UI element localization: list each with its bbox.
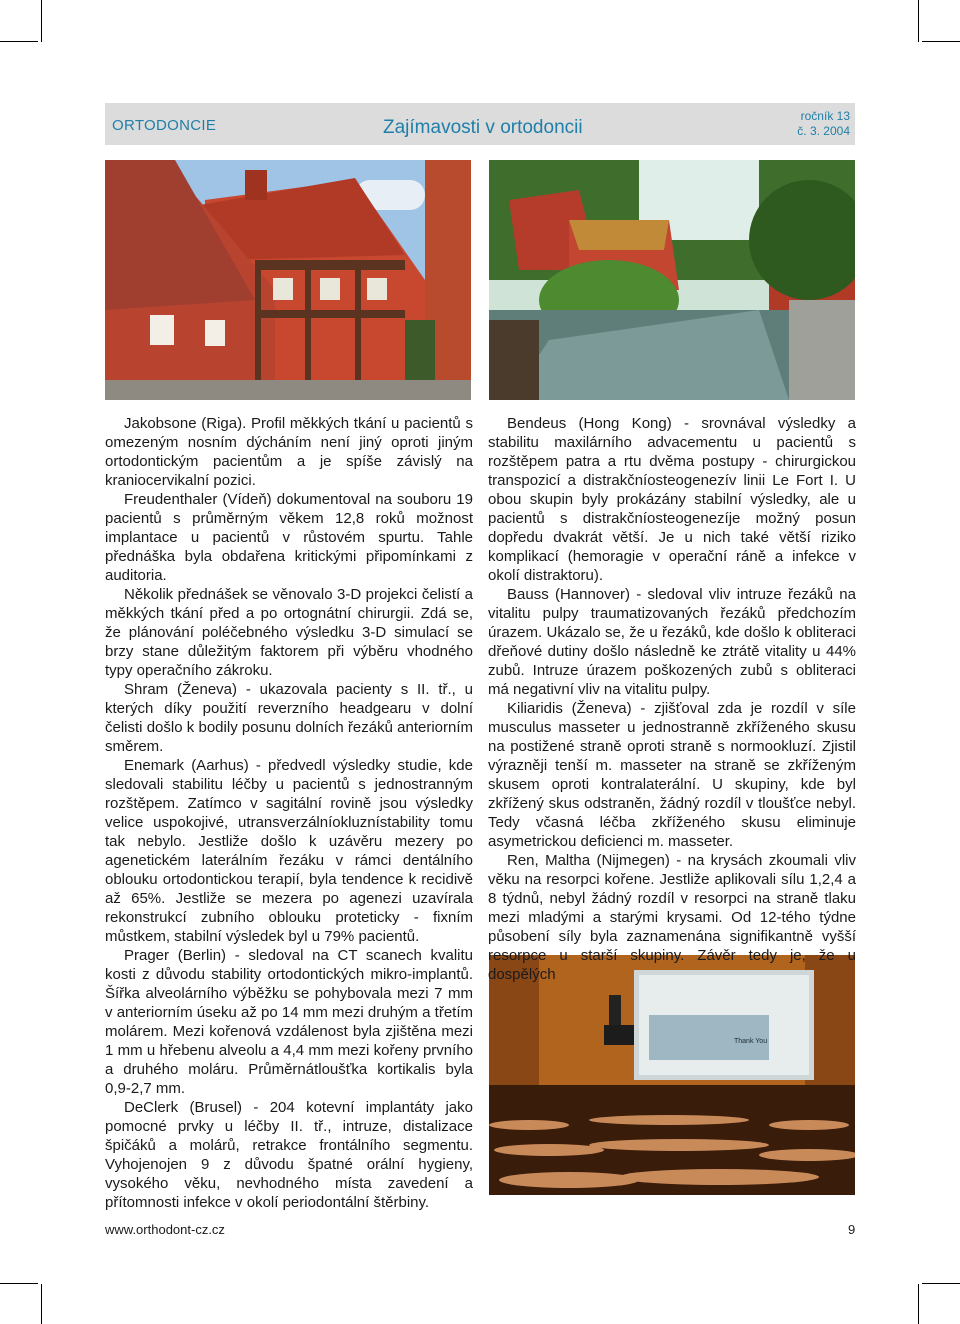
red-timbered-houses-photo [105,160,471,400]
crop-mark [922,41,960,42]
crop-mark [41,1284,42,1324]
page-number: 9 [848,1222,856,1237]
crop-mark [0,41,38,42]
lecture-hall-photo [489,955,855,1195]
crop-mark [918,1284,919,1324]
issue-info [797,109,850,139]
crop-mark [41,0,42,42]
paragraph: Freudenthaler (Vídeň) dokumentoval na souboru 19 pacientů s průměrným věkem 12,8 roků možnost implantace u pacientů v růstovém spurtu. Tahle přednáška byla obdařena kritickými připomínkami z auditoria. [105,491,473,584]
paragraph: Enemark (Aarhus) - předvedl výsledky studie, kde sledovali stabilitu léčby u pacientů s jednostranným rozštěpem. Zatímco v sagitální rovině jsou výsledky velice uspokojivé, utransverzálníokluznístability tomu tak nebylo. Jestliže došlo k uzávěru mezery po agenetickém laterálním řezáku v rámci dentálního oblouku ortodontickou terapií, byla tendence k recidivě až 65%. Jestliže se mezera po agenezi uzavírala rekonstrukcí zubního oblouku proteticky - fixním můstkem, stabilní výsledek byl u 79% pacientů. [105,757,473,945]
left-text-column [105,414,473,1212]
slide-text: Thank You [734,1038,768,1045]
paragraph: Kiliaridis (Ženeva) - zjišťoval zda je rozdíl v síle musculus masseter u jednostranně zkříženého skusu na postižené straně oproti straně s normookluzí. Zjistil výrazněji tenší m. masseter na straně se zkříženým skusem oproti kontralaterální. U skupiny, kde byl zkřížený skus odstraněn, žádný rozdíl v tloušťce nebyl. Tedy včasná léčba zkříženého skusu eliminuje asymetrickou deficienci m. masseter. [488,700,856,850]
page-header [105,103,855,145]
paragraph: Prager (Berlin) - sledoval na CT scanech kvalitu kosti z důvodu stability ortodontických mikro-implantů. Šířka alveolárního výběžku se pohybovala mezi 7 mm v anteriorním úseku až po 14 mm mezi druhým a třetím molárem. Mezi kořenová vzdálenost byla zjištěna mezi 1 mm u hřebenu alveolu a 4,4 mm mezi kořeny prvního a druhého moláru. Průměrnátloušťka kortikalis byla 0,9-2,7 mm. [105,947,473,1097]
footer-url: www.orthodont-cz.cz [105,1222,225,1237]
page-title: Zajímavosti v ortodoncii [383,117,583,138]
paragraph: Několik přednášek se věnovalo 3-D projekci čelistí a měkkých tkání před a po ortognátní chirurgii. Zdá se, že plánování poléčebného výsledku 3-D simulací se brzy stane důležitým faktorem při výběru vhodného typy operačního zákroku. [105,586,473,679]
canal-houses-photo [489,160,855,400]
volume-label: ročník 13 [800,109,850,123]
paragraph: Ren, Maltha (Nijmegen) - na krysách zkoumali vliv věku na resorpci kořene. Jestliže aplikovali sílu 1,2,4 a 8 týdnů, nebyl žádný rozdíl v resorpci na straně tlaku mezi mladými a starými krysami. Od 12-tého týdne působení síly byla zaznamenána signifikantně vyšší resorpce u starší skupiny. Závěr tedy je, že u dospělých [488,852,856,983]
paragraph: Bendeus (Hong Kong) - srovnával výsledky a stabilitu maxilárního advacementu u pacientů s rozštěpem patra a rtu dvěma postupy - chirurgickou transpozicí a distrakčníosteogenezív linii Le Fort I. U obou skupin byly prokázány stabilní výsledky, ale u pacientů s distrakčníosteogenezíje možný posun dopředu dvakrát větší. Je u nich také větší riziko komplikací (hemoragie v operační ráně a infekce v okolí distraktoru). [488,415,856,584]
section-name: ORTODONCIE [112,117,217,134]
paragraph: Shram (Ženeva) - ukazovala pacienty s II. tř., u kterých díky použití reverzního headgearu v dolní čelisti došlo k bodily posunu dolních řezáků anteriorním směrem. [105,681,473,755]
right-text-column [488,414,856,984]
paragraph: Jakobsone (Riga). Profil měkkých tkání u pacientů s omezeným nosním dýcháním není jiný oproti jiným ortodontickým pacientům a je spíše závislý na kraniocervikalní pozici. [105,415,473,489]
crop-mark [0,1283,38,1284]
paragraph: DeClerk (Brusel) - 204 kotevní implantáty jako pomocné prvky u léčby II. tř., intruze, distalizace špičáků a molárů, retrakce frontálního segmentu. Vyhojenojen 9 z důvodu špatné orální hygieny, vysokého věku, nevhodného místa zavedení a přítomnosti infekce v okolí periodontální štěrbiny. [105,1099,473,1211]
crop-mark [922,1283,960,1284]
paragraph: Bauss (Hannover) - sledoval vliv intruze řezáků na vitalitu pulpy traumatizovaných řezáků předchozím úrazem. Ukázalo se, že u řezáků, kde došlo k obliteraci dřeňové dutiny došlo následně ke ztrátě vitality u 44% zubů. Intruze úrazem poškozených zubů s obliteraci má negativní vliv na vitalitu pulpy. [488,586,856,698]
crop-mark [918,0,919,42]
issue-label: č. 3. 2004 [797,124,850,138]
